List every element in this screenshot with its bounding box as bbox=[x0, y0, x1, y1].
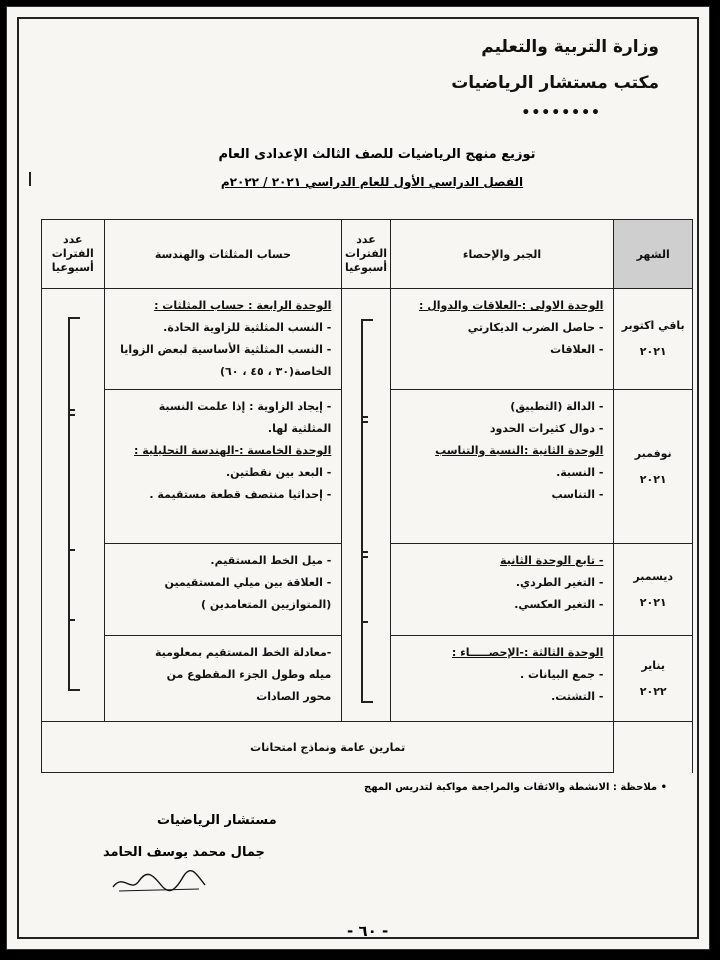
weeks-bracket bbox=[361, 319, 373, 703]
topic-item: - جمع البيانات . bbox=[520, 668, 604, 681]
topic-item: - النسب المثلثية الأساسية لبعض الزوايا bbox=[120, 343, 332, 356]
note-text: • ملاحظة : الانشطة والاثقات والمراجعة مواكبة لتدريس المهج bbox=[364, 782, 667, 793]
topic-item: - العلاقة بين ميلي المستقيمين bbox=[164, 576, 332, 589]
topic-item: - البعد بين نقطتين. bbox=[225, 466, 332, 479]
topic-item: - العلاقات bbox=[550, 343, 604, 356]
ministry-name: وزارة التربية والتعليم bbox=[481, 37, 659, 57]
bracket-mark bbox=[362, 421, 368, 423]
topic-item: المثلثية لها. bbox=[267, 422, 332, 435]
geometry-cell bbox=[104, 636, 342, 722]
bracket-mark bbox=[362, 556, 368, 558]
topic-item: - التشتت. bbox=[551, 690, 604, 703]
margin-mark bbox=[29, 172, 31, 186]
topic-item: الخاصة(٣٠ ، ٤٥ ، ٦٠) bbox=[220, 365, 332, 378]
month-cell bbox=[614, 636, 693, 722]
topic-item: ميله وطول الجزء المقطوع من bbox=[166, 668, 332, 681]
topic-item: (المتوازيين المتعامدين ) bbox=[201, 598, 332, 611]
month-year: ٢٠٢٢ bbox=[639, 684, 667, 698]
weeks-bracket bbox=[68, 317, 80, 691]
header-weeks-algebra: عدد الفترات أسبوعيا bbox=[342, 220, 390, 289]
month-label: نوفمبر bbox=[634, 446, 672, 460]
unit-heading: الوحدة الاولى :-العلاقات والدوال : bbox=[419, 299, 604, 312]
bracket-mark bbox=[362, 551, 368, 553]
signer-title: مستشار الرياضيات bbox=[157, 813, 277, 828]
signer-name: جمال محمد يوسف الحامد bbox=[103, 845, 265, 860]
topic-item: - التغير العكسي. bbox=[514, 598, 604, 611]
month-cell bbox=[614, 289, 693, 390]
unit-heading: - تابع الوحدة الثانية bbox=[500, 554, 604, 567]
bracket-mark bbox=[69, 414, 75, 416]
table-row bbox=[42, 289, 693, 390]
bracket-mark bbox=[69, 409, 75, 411]
algebra-cell bbox=[390, 390, 614, 544]
unit-heading: الوحدة الثانية :النسبة والتناسب bbox=[435, 444, 604, 457]
bracket-mark bbox=[69, 619, 75, 621]
unit-heading: الوحدة الرابعة : حساب المثلثات : bbox=[154, 299, 332, 312]
topic-item: - النسبة. bbox=[556, 466, 604, 479]
page-number: - ٦٠ - bbox=[347, 922, 389, 940]
topic-item: محور الصادات bbox=[256, 690, 332, 703]
header-month: الشهر bbox=[614, 220, 693, 289]
geometry-cell bbox=[104, 289, 342, 390]
topic-item: - إحداثيا منتصف قطعة مستقيمة . bbox=[149, 488, 332, 501]
month-year: ٢٠٢١ bbox=[639, 595, 667, 609]
document-title: توزيع منهج الرياضيات للصف الثالث الإعدادى العام bbox=[218, 147, 536, 162]
summary-cell: تمارين عامة ونماذج امتحانات bbox=[42, 722, 614, 773]
geometry-cell bbox=[104, 390, 342, 544]
topic-item: - التغير الطردي. bbox=[515, 576, 604, 589]
algebra-cell bbox=[390, 289, 614, 390]
month-year: ٢٠٢١ bbox=[639, 345, 667, 358]
topic-item: - ميل الخط المستقيم. bbox=[210, 554, 332, 567]
algebra-cell bbox=[390, 544, 614, 636]
topic-item: - التناسب bbox=[551, 488, 604, 501]
month-label: ديسمبر bbox=[633, 569, 674, 583]
office-name: مكتب مستشار الرياضيات bbox=[451, 73, 659, 93]
bracket-mark bbox=[362, 416, 368, 418]
unit-heading: الوحدة الخامسة :-الهندسة التحليلية : bbox=[134, 444, 332, 457]
weeks-cell-geometry bbox=[42, 289, 105, 722]
header-geometry: حساب المثلثات والهندسة bbox=[104, 220, 342, 289]
curriculum-table bbox=[41, 219, 693, 773]
decorative-dots: •••••••• bbox=[521, 105, 601, 121]
month-cell bbox=[614, 544, 693, 636]
month-label: باقي اكتوبر bbox=[621, 319, 685, 332]
algebra-cell bbox=[390, 636, 614, 722]
bracket-mark bbox=[362, 621, 368, 623]
topic-item: - إيجاد الزاوية : إذا علمت النسبة bbox=[158, 400, 332, 413]
table-header-row bbox=[42, 220, 693, 289]
topic-item: - النسب المثلثية للزاوية الحادة. bbox=[163, 321, 332, 334]
summary-month-gap bbox=[614, 722, 693, 773]
topic-item: - دوال كثيرات الحدود bbox=[489, 422, 604, 435]
month-cell bbox=[614, 390, 693, 544]
term-title: الفصل الدراسي الأول للعام الدراسي ٢٠٢١ / ٢٠٢٢م bbox=[220, 175, 524, 189]
summary-row bbox=[42, 722, 693, 773]
bracket-mark bbox=[69, 549, 75, 551]
topic-item: - الدالة (التطبيق) bbox=[510, 400, 604, 413]
topic-item: -معادلة الخط المستقيم بمعلومية bbox=[155, 646, 332, 659]
month-year: ٢٠٢١ bbox=[639, 472, 667, 486]
topic-item: - حاصل الضرب الديكارتي bbox=[467, 321, 604, 334]
handwritten-signature bbox=[109, 867, 209, 897]
unit-heading: الوحدة الثالثة :-الإحصـــــاء : bbox=[451, 646, 604, 659]
month-label: يناير bbox=[641, 658, 666, 672]
header-algebra: الجبر والإحصاء bbox=[390, 220, 614, 289]
header-weeks-geometry: عدد الفترات أسبوعيا bbox=[42, 220, 105, 289]
weeks-cell-algebra bbox=[342, 289, 390, 722]
document-page bbox=[6, 6, 710, 950]
geometry-cell bbox=[104, 544, 342, 636]
